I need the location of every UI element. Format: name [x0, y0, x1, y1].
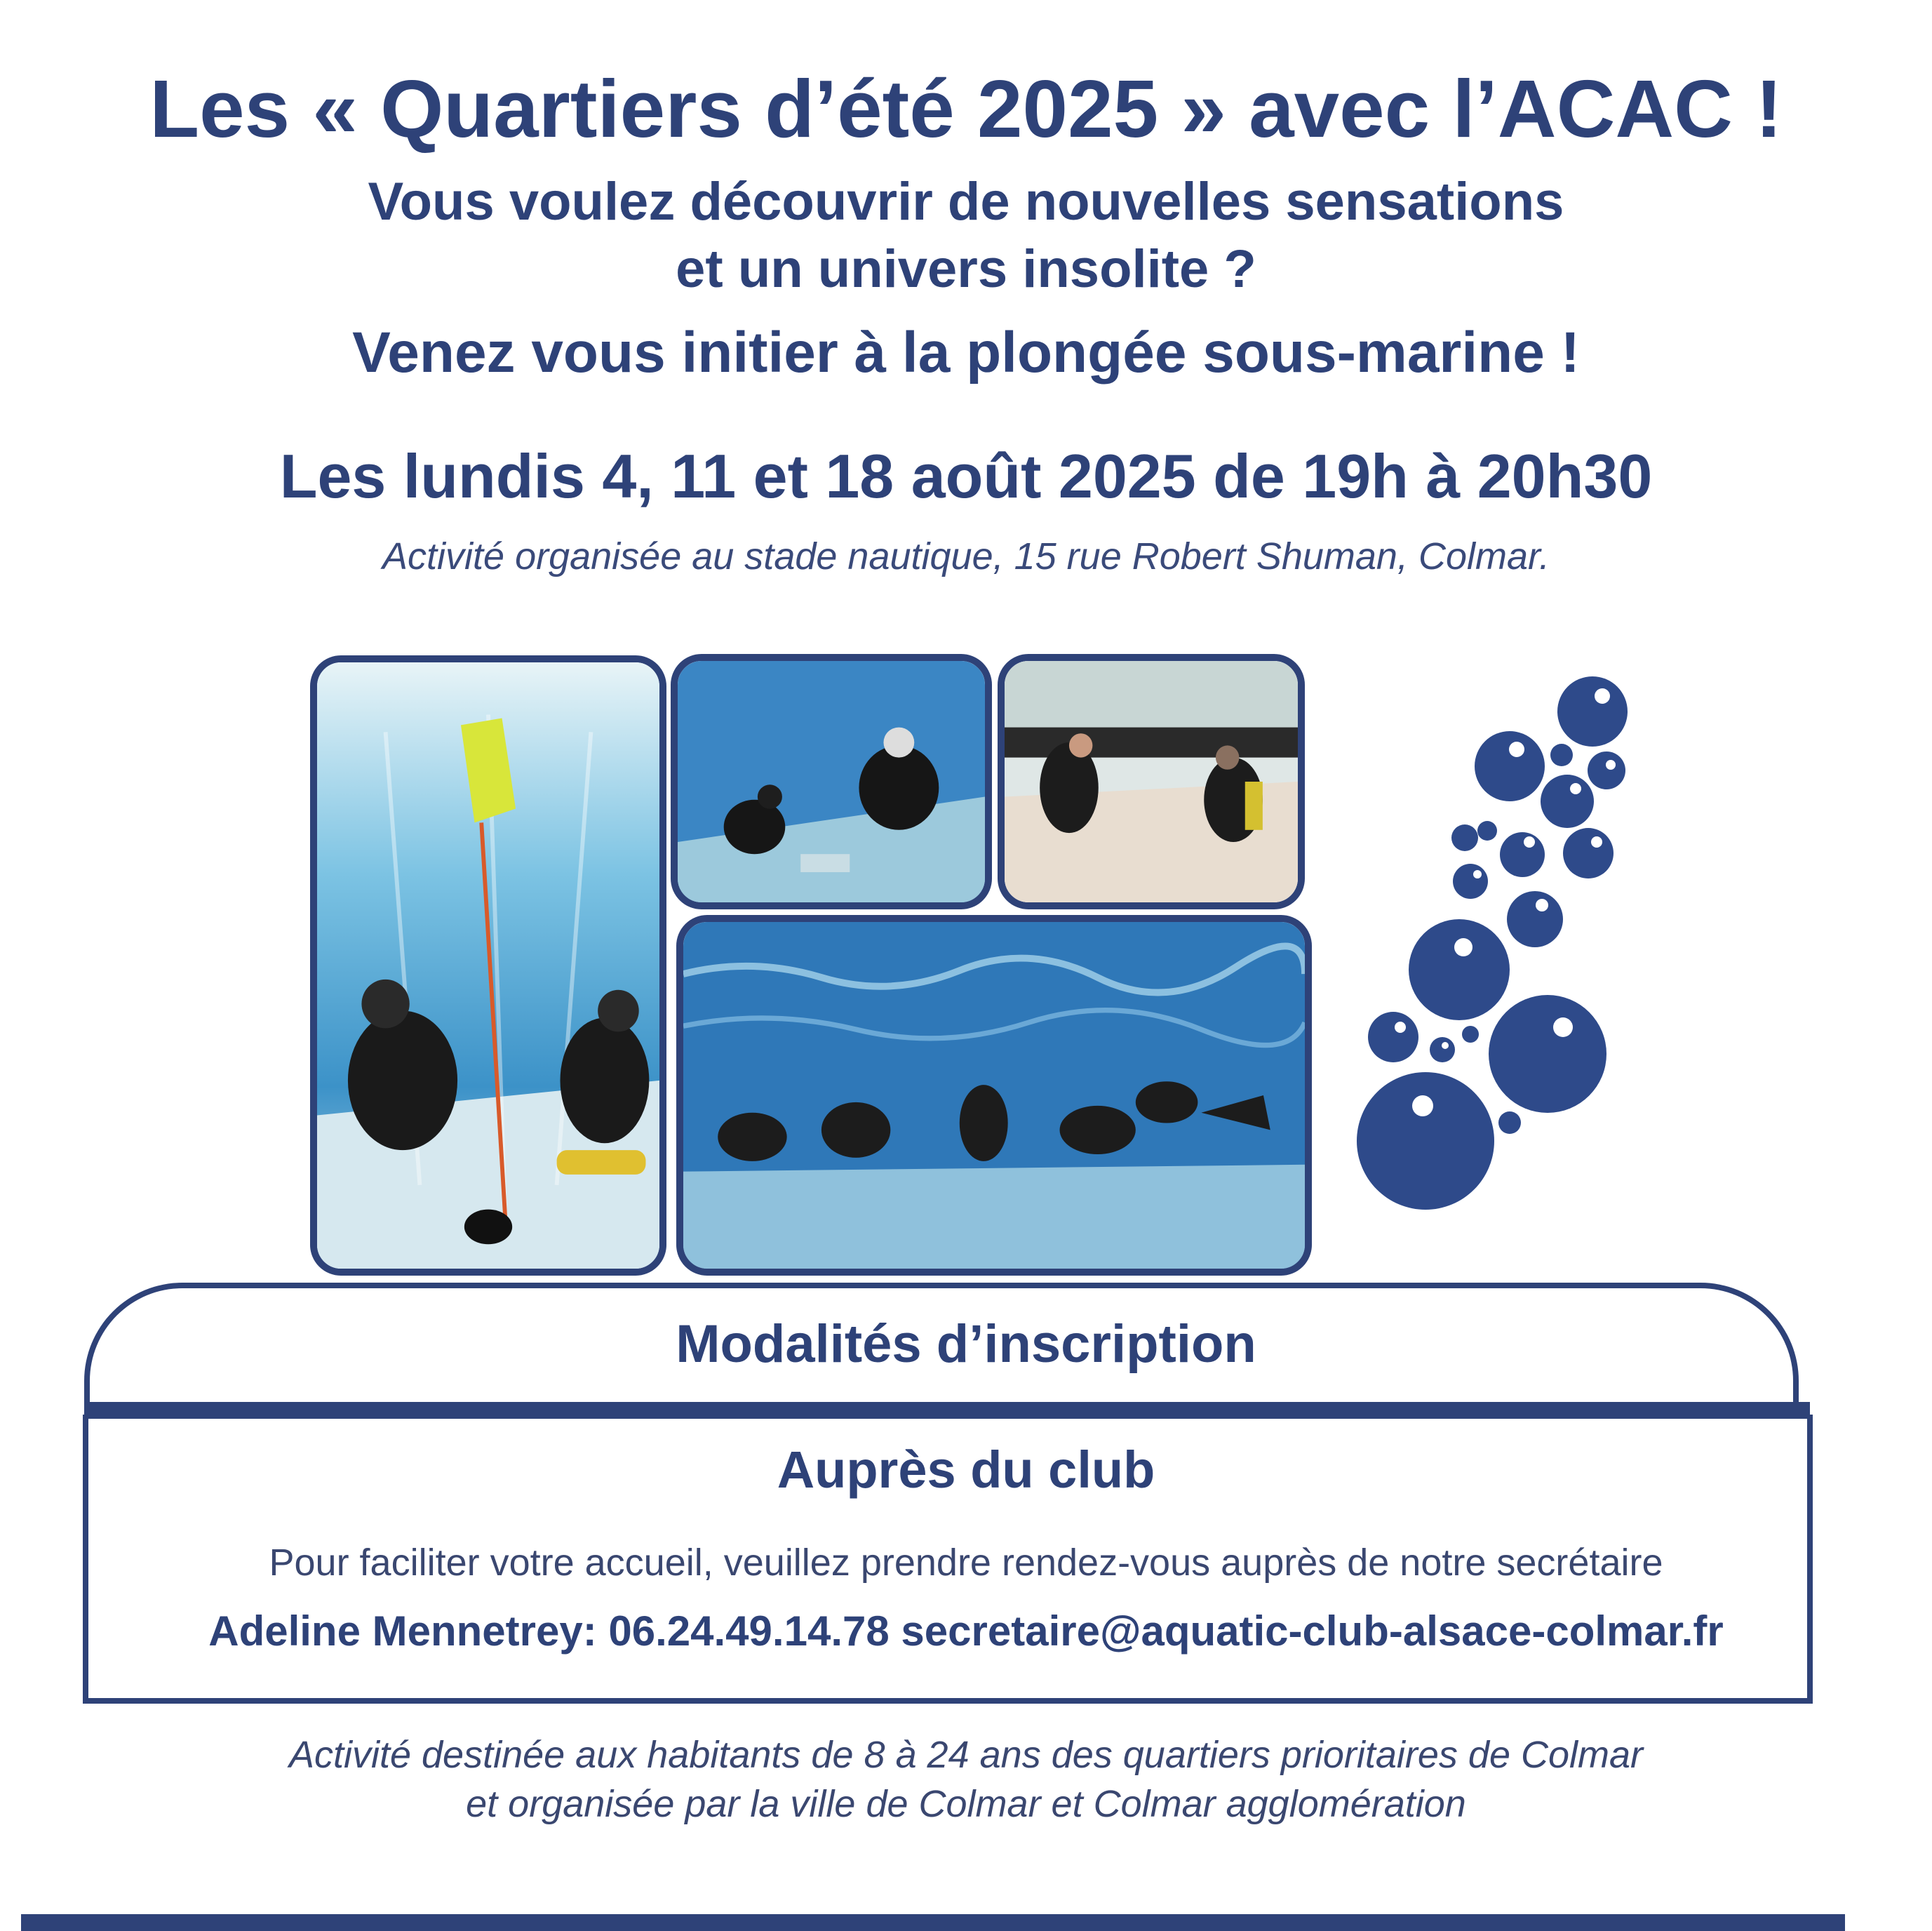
- bubble: [1368, 1012, 1418, 1062]
- bubble: [1357, 1072, 1494, 1210]
- registration-contact: Adeline Mennetrey: 06.24.49.14.78 secretaire@aquatic-club-alsace-colmar.fr: [208, 1608, 1724, 1655]
- photo-divers-training: [310, 655, 666, 1276]
- registration-subheading: Auprès du club: [777, 1441, 1155, 1499]
- bubble: [1453, 864, 1488, 899]
- subtitle-question: [0, 168, 1932, 303]
- registration-info: Pour faciliter votre accueil, veuillez prendre rendez-vous auprès de notre secrétaire: [269, 1542, 1663, 1584]
- bubble: [1550, 744, 1573, 766]
- photo-divers-kneeling: [998, 654, 1305, 909]
- bubble: [1430, 1037, 1455, 1062]
- subtitle-line-2: et un univers insolite ?: [676, 239, 1256, 299]
- bubble: [1563, 828, 1614, 878]
- bubble: [1462, 1026, 1479, 1043]
- photo-divers-pool-floor: [671, 654, 992, 909]
- event-location: Activité organisée au stade nautique, 15 rue Robert Shuman, Colmar.: [382, 535, 1550, 577]
- bubble: [1588, 751, 1625, 789]
- bubble: [1541, 775, 1594, 828]
- bubble: [1451, 824, 1478, 851]
- footer-line-1: Activité destinée aux habitants de 8 à 24 ans des quartiers prioritaires de Colmar: [288, 1734, 1644, 1776]
- footer-line-2: et organisée par la ville de Colmar et Colmar agglomération: [466, 1783, 1466, 1825]
- bubble: [1507, 891, 1563, 947]
- bubble: [1498, 1111, 1521, 1134]
- event-dates: Les lundis 4, 11 et 18 août 2025 de 19h à 20h30: [279, 441, 1653, 511]
- bottom-bar: [21, 1914, 1845, 1931]
- bubble: [1500, 832, 1545, 877]
- footer-note: [0, 1730, 1932, 1829]
- bubbles-decoration: [1347, 667, 1642, 1221]
- subtitle-invitation: Venez vous initier à la plongée sous-marine !: [352, 321, 1580, 385]
- bubble: [1557, 676, 1628, 747]
- bubble: [1475, 731, 1545, 801]
- bubble: [1489, 995, 1606, 1113]
- bubble: [1409, 919, 1510, 1020]
- photo-divers-group: [676, 915, 1312, 1276]
- page-title: Les « Quartiers d’été 2025 » avec l’ACAC !: [149, 63, 1783, 154]
- bubble: [1477, 821, 1497, 841]
- registration-heading: Modalités d’inscription: [676, 1314, 1256, 1374]
- subtitle-line-1: Vous voulez découvrir de nouvelles sensations: [368, 172, 1564, 232]
